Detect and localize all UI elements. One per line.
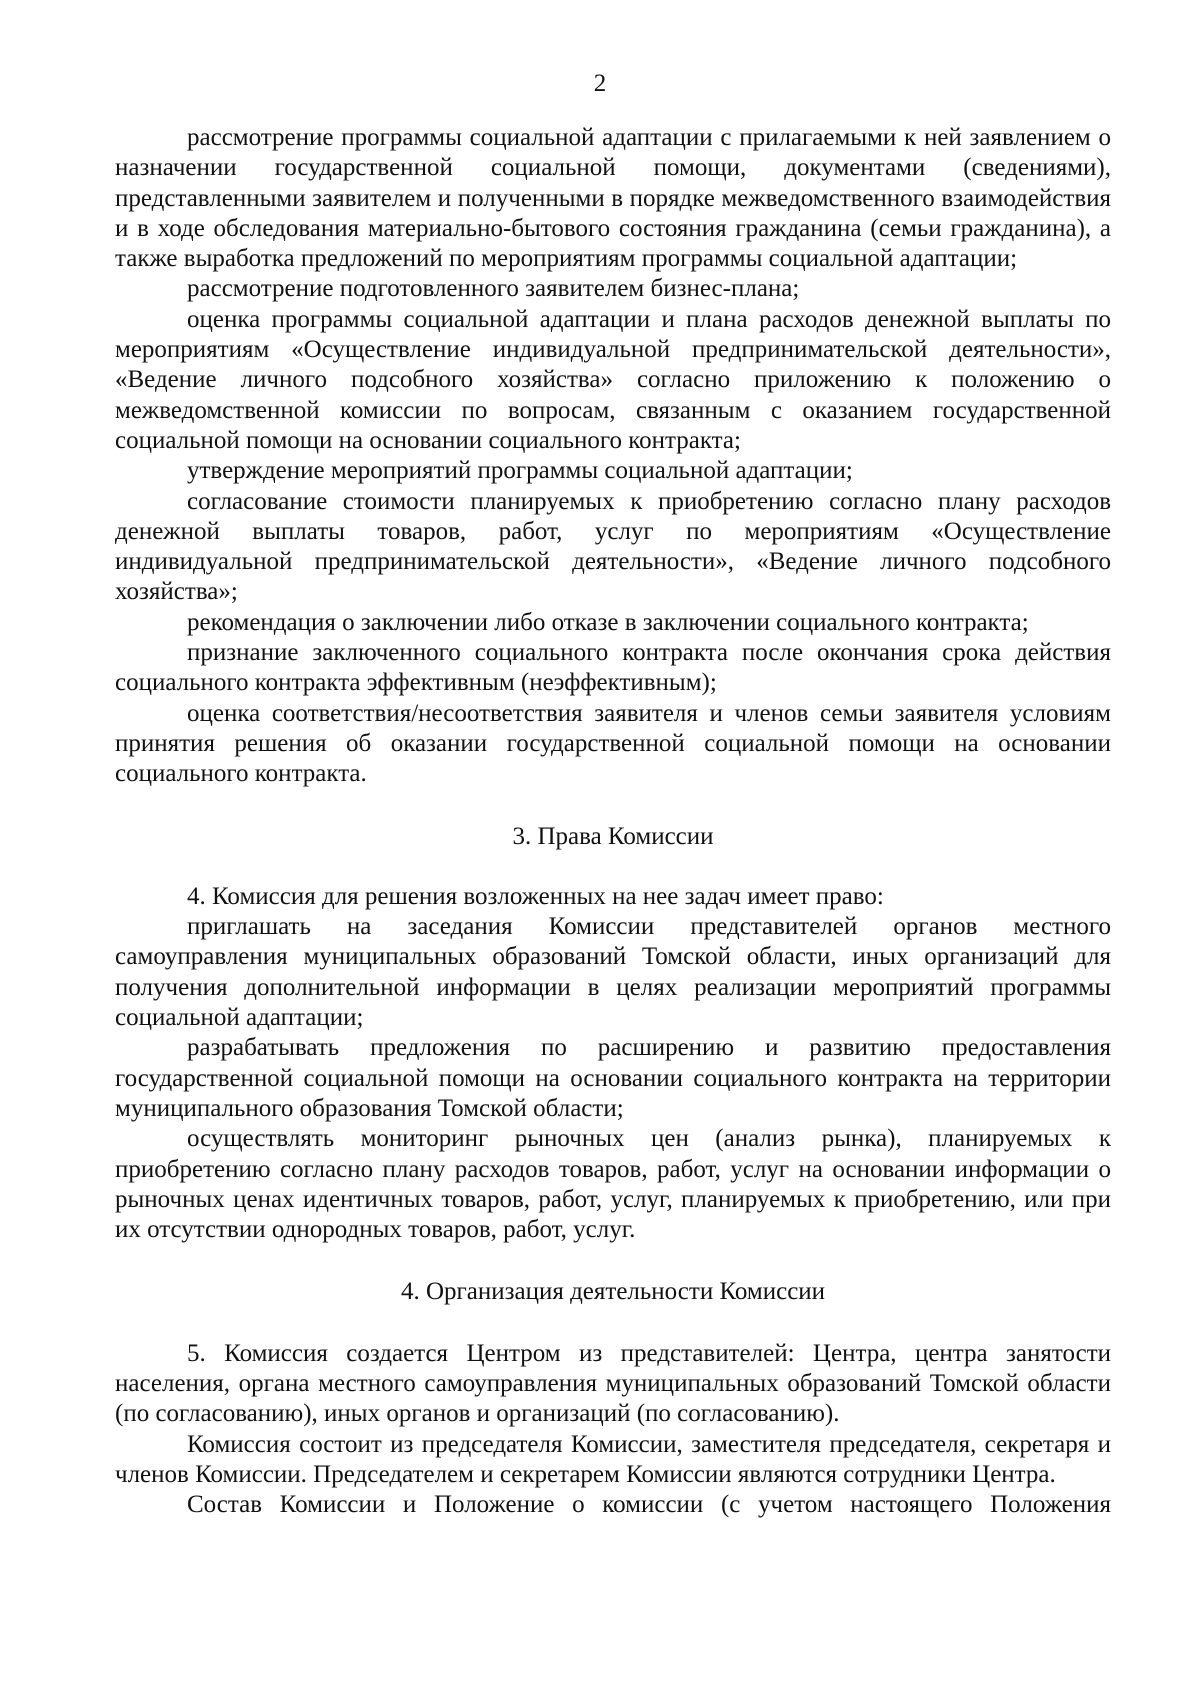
paragraph: разрабатывать предложения по расширению и развитию предоставления государственной социальной помощи на основании социального контракта на территории муниципального образования Томской области; [115, 1034, 1111, 1122]
paragraph: оценка программы социальной адаптации и плана расходов денежной выплаты по мероприятиям «Осуществление индивидуальной предпринимательской деятельности», «Ведение личного подсобного хозяйства» согласно приложению к положению о межведомственной комиссии по вопросам, связанным с оказанием государственной социальной помощи на основании социального контракта; [115, 305, 1111, 454]
paragraph: Комиссия состоит из председателя Комиссии, заместителя председателя, секретаря и членов Комиссии. Председателем и секретарем Комиссии являются сотрудники Центра. [115, 1430, 1111, 1488]
paragraph: осуществлять мониторинг рыночных цен (анализ рынка), планируемых к приобретению согласно плану расходов товаров, работ, услуг на основании информации о рыночных ценах идентичных товаров, работ, услуг, планируемых к приобретению, или при их отсутствии однородных товаров, работ, услуг. [115, 1125, 1111, 1244]
paragraph: рассмотрение подготовленного заявителем бизнес-плана; [187, 275, 800, 303]
paragraph: 5. Комиссия создается Центром из представителей: Центра, центра занятости населения, органа местного самоуправления муниципальных образований Томской области (по согласованию), иных органов и организаций (по согласованию). [115, 1339, 1111, 1428]
paragraph: Состав Комиссии и Положение о комиссии (с учетом настоящего Положения [187, 1491, 1111, 1519]
paragraph: рекомендация о заключении либо отказе в заключении социального контракта; [187, 608, 1029, 636]
paragraph: оценка соответствия/несоответствия заявителя и членов семьи заявителя условиям принятия решения об оказании государственной социальной помощи на основании социального контракта. [115, 699, 1111, 788]
paragraph: рассмотрение программы социальной адаптации с прилагаемыми к ней заявлением о назначении государственной социальной помощи, документами (сведениями), представленными заявителем и полученными в порядке межведомственного взаимодействия и в ходе обследования материально-бытового состояния гражданина (семьи гражданина), а также выработка предложений по мероприятиям программы социальной адаптации; [115, 124, 1111, 273]
paragraph: согласование стоимости планируемых к приобретению согласно плану расходов денежной выплаты товаров, работ, услуг по мероприятиям «Осуществление индивидуальной предпринимательской деятельности», «Ведение личного подсобного хозяйства»; [115, 487, 1111, 606]
page-number: 2 [593, 70, 607, 97]
section-heading-organization: 4. Организация деятельности Комиссии [400, 1278, 826, 1306]
paragraph: признание заключенного социального контракта после окончания срока действия социального контракта эффективным (неэффективным); [115, 639, 1111, 697]
paragraph: приглашать на заседания Комиссии представителей органов местного самоуправления муниципальных образований Томской области, иных организаций для получения дополнительной информации в целях реализации мероприятий программы социальной адаптации; [115, 913, 1111, 1032]
document-body [115, 123, 1111, 1520]
paragraph: утверждение мероприятий программы социальной адаптации; [187, 457, 853, 485]
paragraph: 4. Комиссия для решения возложенных на нее задач имеет право: [187, 882, 884, 910]
section-heading-rights: 3. Права Комиссии [512, 822, 714, 850]
